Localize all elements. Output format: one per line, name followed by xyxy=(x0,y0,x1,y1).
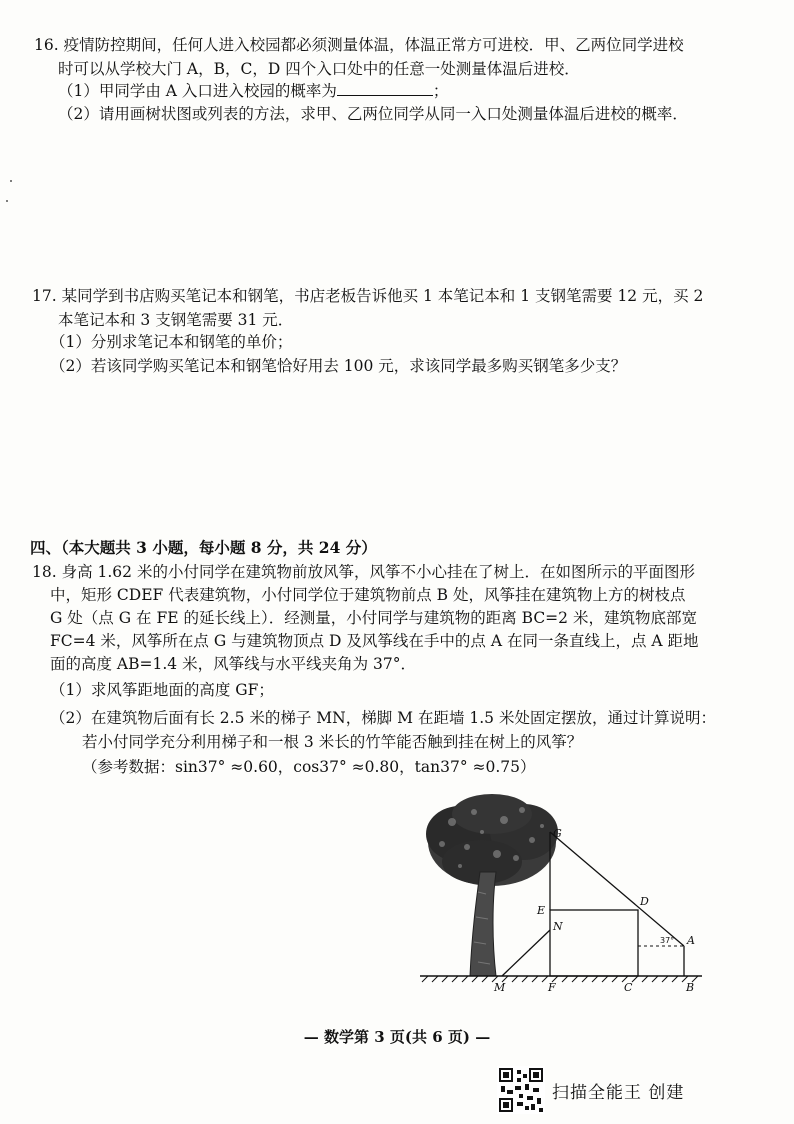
ladder xyxy=(502,930,550,976)
q18-line3: G 处（点 G 在 FE 的延长线上）．经测量，小付同学与建筑物的距离 BC=2 米，建筑物底部宽 xyxy=(50,609,697,627)
q17-line2: 本笔记本和 3 支钢笔需要 31 元． xyxy=(58,311,294,329)
label-a: A xyxy=(687,934,695,947)
q18-line2: 中，矩形 CDEF 代表建筑物，小付同学位于建筑物前点 B 处，风筝挂在建筑物上方的树枝点 xyxy=(50,586,686,604)
answer-blank xyxy=(337,81,433,96)
q16-line1: 16. 疫情防控期间，任何人进入校园都必须测量体温，体温正常方可进校．甲、乙两位同学进校 xyxy=(34,36,684,54)
scan-speck xyxy=(10,180,12,182)
qr-code-icon xyxy=(497,1066,545,1114)
q16-part1-text: （1）甲同学由 A 入口进入校园的概率为 xyxy=(58,82,337,100)
section-heading: 四、（本大题共 3 小题，每小题 8 分，共 24 分） xyxy=(30,538,377,557)
label-f: F xyxy=(548,981,556,994)
kite-line xyxy=(550,832,684,946)
q16-line2: 时可以从学校大门 A，B，C，D 四个入口处中的任意一处测量体温后进校． xyxy=(58,60,580,78)
ground-hatching xyxy=(422,976,698,982)
building-rect xyxy=(550,910,638,976)
label-g: G xyxy=(553,827,562,840)
q18-part2b: 若小付同学充分利用梯子和一根 3 米长的竹竿能否触到挂在树上的风筝？ xyxy=(82,733,583,751)
q18-line5: 面的高度 AB=1.4 米，风筝线与水平线夹角为 37°． xyxy=(50,655,416,673)
label-b: B xyxy=(686,981,695,994)
q17-line1: 17. 某同学到书店购买笔记本和钢笔，书店老板告诉他买 1 本笔记本和 1 支钢笔需要 12 元，买 2 xyxy=(32,287,704,305)
label-c: C xyxy=(624,981,633,994)
geometry-figure xyxy=(412,792,712,997)
scan-speck xyxy=(6,200,8,202)
q18-line1: 18. 身高 1.62 米的小付同学在建筑物前放风筝，风筝不小心挂在了树上．在如图所示的平面图形 xyxy=(32,563,695,581)
label-n: N xyxy=(553,920,563,933)
label-m: M xyxy=(494,981,506,994)
angle-label: 37° xyxy=(660,936,675,945)
q18-part2a: （2）在建筑物后面有长 2.5 米的梯子 MN，梯脚 M 在距墙 1.5 米处固定摆放，通过计算说明： xyxy=(50,709,716,727)
q16-part2: （2）请用画树状图或列表的方法，求甲、乙两位同学从同一入口处测量体温后进校的概率． xyxy=(58,105,688,123)
q16-part1-end: ； xyxy=(432,82,449,100)
q16-part1 xyxy=(58,80,448,102)
page-footer: — 数学第 3 页(共 6 页) — xyxy=(303,1028,491,1046)
q17-part1: （1）分别求笔记本和钢笔的单价； xyxy=(50,333,293,351)
tree-trunk xyxy=(470,872,496,976)
scanner-watermark: 扫描全能王 创建 xyxy=(552,1083,685,1103)
q17-part2: （2）若该同学购买笔记本和钢笔恰好用去 100 元，求该同学最多购买钢笔多少支？ xyxy=(50,357,627,375)
label-e: E xyxy=(537,904,546,917)
q18-line4: FC=4 米，风筝所在点 G 与建筑物顶点 D 及风筝线在手中的点 A 在同一条直线上，点 A 距地 xyxy=(50,632,699,650)
q18-part1: （1）求风筝距地面的高度 GF； xyxy=(50,681,274,699)
q18-reference: （参考数据：sin37° ≈0.60，cos37° ≈0.80，tan37° ≈0.75） xyxy=(82,758,536,776)
label-d: D xyxy=(640,895,649,908)
